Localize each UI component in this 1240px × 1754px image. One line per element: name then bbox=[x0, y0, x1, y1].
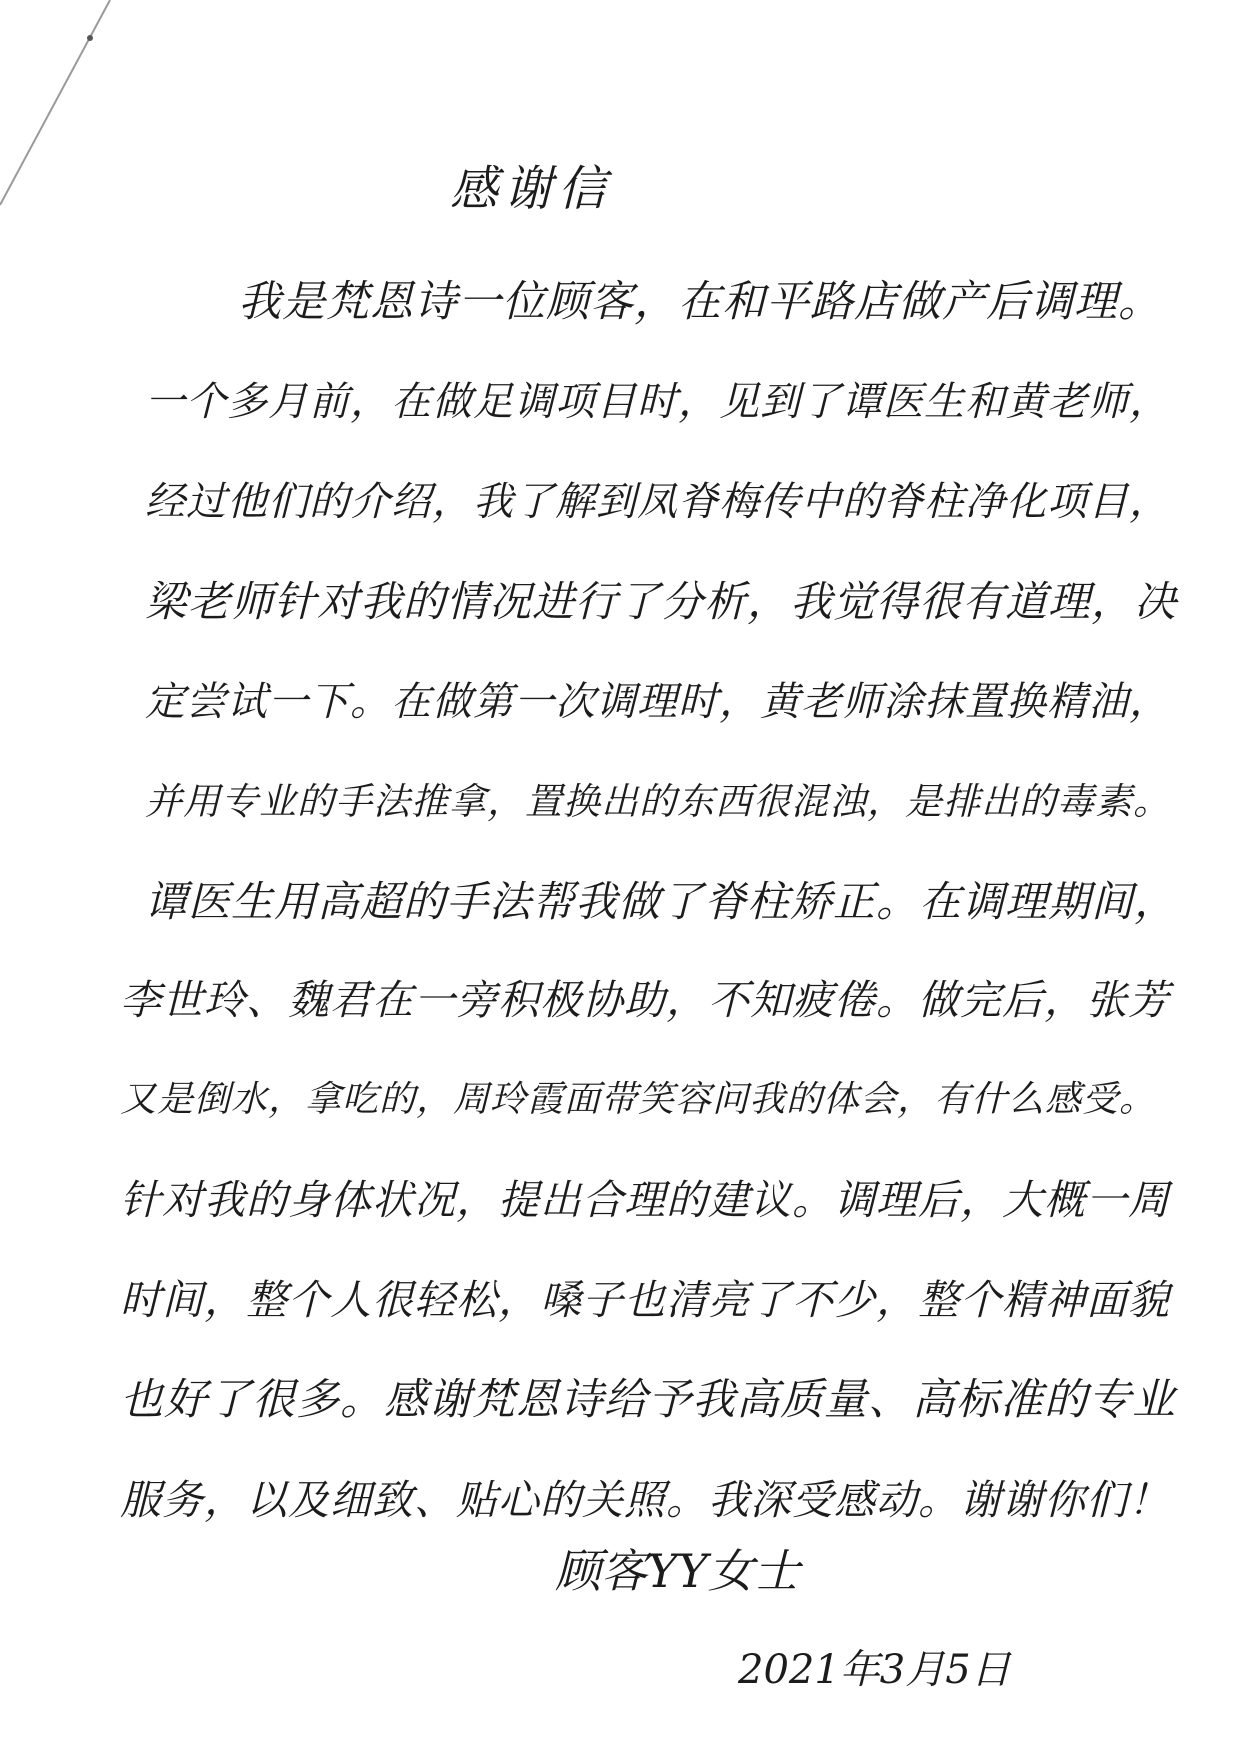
letter-signature: 顾客YY女士 bbox=[555, 1544, 800, 1598]
letter-date: 2021年3月5日 bbox=[738, 1647, 1011, 1693]
letter-line-4: 梁老师针对我的情况进行了分析，我觉得很有道理，决 bbox=[145, 577, 1178, 626]
letter-line-3: 经过他们的介绍，我了解到凤脊梅传中的脊柱净化项目， bbox=[145, 479, 1170, 525]
letter-line-8: 李世玲、魏君在一旁积极协助，不知疲倦。做完后，张芳 bbox=[120, 976, 1170, 1024]
letter-line-11: 时间，整个人很轻松，嗓子也清亮了不少，整个精神面貌 bbox=[120, 1276, 1170, 1324]
letter-line-7: 谭医生用高超的手法帮我做了脊柱矫正。在调理期间， bbox=[145, 877, 1178, 926]
letter-line-10: 针对我的身体状况，提出合理的建议。调理后，大概一周 bbox=[120, 1176, 1170, 1224]
letter-title: 感谢信 bbox=[450, 161, 613, 217]
letter-line-13: 服务，以及细致、贴心的关照。我深受感动。谢谢你们！ bbox=[120, 1476, 1170, 1524]
letter-line-12: 也好了很多。感谢梵恩诗给予我高质量、高标准的专业 bbox=[120, 1375, 1176, 1425]
letter-line-5: 定尝试一下。在做第一次调理时，黄老师涂抹置换精油， bbox=[145, 679, 1170, 725]
letter-line-6: 并用专业的手法推拿，置换出的东西很混浊，是排出的毒素。 bbox=[145, 780, 1171, 823]
letter-line-9: 又是倒水，拿吃的，周玲霞面带笑容问我的体会，有什么感受。 bbox=[120, 1079, 1157, 1120]
letter-line-2: 一个多月前，在做足调项目时，见到了谭医生和黄老师， bbox=[145, 379, 1170, 425]
letter-line-1: 我是梵恩诗一位顾客，在和平路店做产后调理。 bbox=[238, 277, 1162, 327]
